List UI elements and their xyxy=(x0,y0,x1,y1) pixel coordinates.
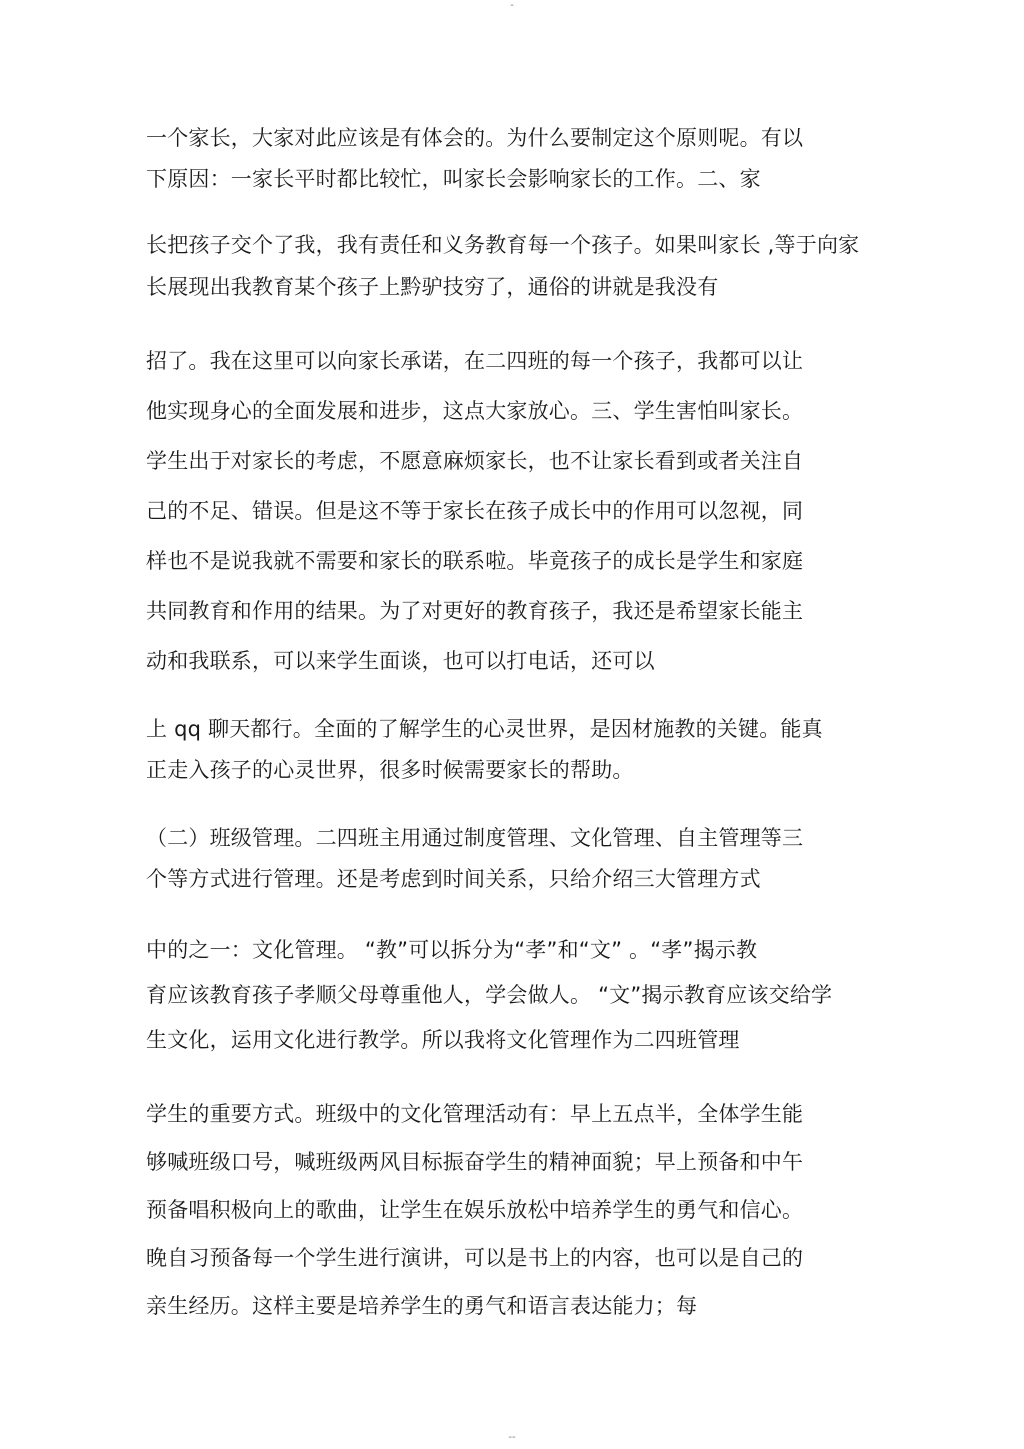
text-line: 生文化，运用文化进行教学。所以我将文化管理作为二四班管理 xyxy=(146,1028,740,1052)
text-line: 学生的重要方式。班级中的文化管理活动有：早上五点半，全体学生能 xyxy=(146,1102,804,1126)
footer-mark: -- xyxy=(508,1432,516,1443)
text-line: 学生出于对家长的考虑，不愿意麻烦家长，也不让家长看到或者关注自 xyxy=(146,449,804,473)
text-line: 一个家长，大家对此应该是有体会的。为什么要制定这个原则呢。有以 xyxy=(146,126,804,150)
text-line: 个等方式进行管理。还是考虑到时间关系，只给介绍三大管理方式 xyxy=(146,867,761,891)
text-line: 亲生经历。这样主要是培养学生的勇气和语言表达能力；每 xyxy=(146,1294,698,1318)
text-line: 够喊班级口号，喊班级两风目标振奋学生的精神面貌；早上预备和中午 xyxy=(146,1150,804,1174)
text-line: 动和我联系，可以来学生面谈，也可以打电话，还可以 xyxy=(146,649,655,673)
text-line: 他实现身心的全面发展和进步，这点大家放心。三、学生害怕叫家长。 xyxy=(146,399,804,423)
text-line: 育应该教育孩子孝顺父母尊重他人，学会做人。 “文”揭示教育应该交给学 xyxy=(146,983,833,1007)
text-line: （二）班级管理。二四班主用通过制度管理、文化管理、自主管理等三 xyxy=(146,826,804,850)
text-line: 长把孩子交个了我，我有责任和义务教育每一个孩子。如果叫家长 ,等于向家 xyxy=(146,233,860,257)
text-line: 样也不是说我就不需要和家长的联系啦。毕竟孩子的成长是学生和家庭 xyxy=(146,549,804,573)
text-line: 己的不足、错误。但是这不等于家长在孩子成长中的作用可以忽视，同 xyxy=(146,499,804,523)
text-line: 预备唱积极向上的歌曲，让学生在娱乐放松中培养学生的勇气和信心。 xyxy=(146,1198,804,1222)
text-line: 中的之一：文化管理。 “教”可以拆分为“孝”和“文” 。“孝”揭示教 xyxy=(146,938,758,962)
text-line: 下原因：一家长平时都比较忙，叫家长会影响家长的工作。二、家 xyxy=(146,167,761,191)
text-line: 长展现出我教育某个孩子上黔驴技穷了，通俗的讲就是我没有 xyxy=(146,275,719,299)
text-line: 上 qq 聊天都行。全面的了解学生的心灵世界，是因材施教的关键。能真 xyxy=(146,717,823,741)
text-line: 共同教育和作用的结果。为了对更好的教育孩子，我还是希望家长能主 xyxy=(146,599,804,623)
text-line: 招了。我在这里可以向家长承诺，在二四班的每一个孩子，我都可以让 xyxy=(146,349,804,373)
header-mark: - xyxy=(510,0,514,11)
text-line: 正走入孩子的心灵世界，很多时候需要家长的帮助。 xyxy=(146,758,634,782)
text-line: 晚自习预备每一个学生进行演讲，可以是书上的内容，也可以是自己的 xyxy=(146,1246,804,1270)
